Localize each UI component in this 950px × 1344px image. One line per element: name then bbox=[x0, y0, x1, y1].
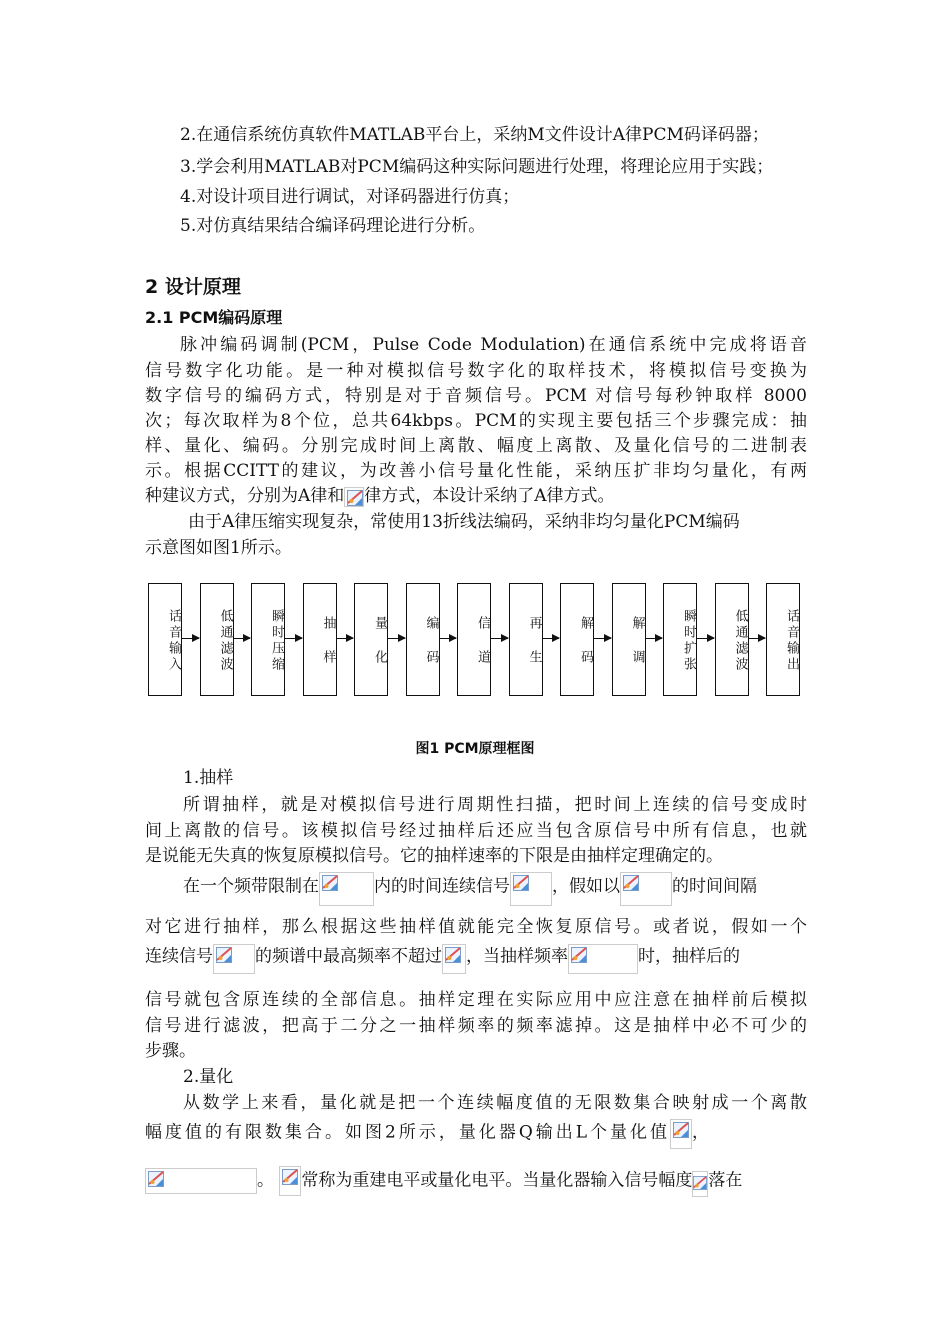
text-run: 律方式，本设计采纳了A律方式。 bbox=[364, 486, 615, 506]
broken-image-icon bbox=[344, 487, 364, 507]
diagram-arrow bbox=[491, 638, 508, 639]
diagram-block-label: 低通滤波 bbox=[217, 609, 233, 673]
diagram-block-label: 抽 样 bbox=[320, 616, 336, 666]
paragraph-line: 次；每次取样为8个位，总共64kbps。PCM的实现主要包括三个步骤完成：抽 bbox=[145, 411, 807, 431]
diagram-arrow bbox=[285, 638, 302, 639]
diagram-block bbox=[200, 583, 234, 696]
diagram-block-label: 解 调 bbox=[629, 616, 645, 666]
diagram-block bbox=[251, 583, 285, 696]
paragraph-line bbox=[145, 1117, 807, 1149]
diagram-block bbox=[715, 583, 749, 696]
paragraph-line: 由于A律压缩实现复杂，常使用13折线法编码，采纳非均匀量化PCM编码 bbox=[188, 512, 740, 532]
diagram-block bbox=[663, 583, 697, 696]
diagram-block-label: 瞬时压缩 bbox=[269, 609, 284, 673]
text-run: 时，抽样后的 bbox=[638, 946, 740, 967]
pcm-block-diagram bbox=[148, 583, 808, 701]
text-run: 落在 bbox=[708, 1170, 743, 1191]
subheading: 2.量化 bbox=[183, 1067, 234, 1087]
formula-image-icon bbox=[319, 872, 374, 906]
diagram-block-label: 瞬时扩张 bbox=[681, 609, 696, 673]
figure-caption: 图1 PCM原理框图 bbox=[415, 741, 535, 757]
diagram-block-label: 低通滤波 bbox=[732, 609, 748, 673]
formula-image-icon bbox=[442, 944, 466, 974]
diagram-block bbox=[612, 583, 646, 696]
paragraph-line: 所谓抽样，就是对模拟信号进行周期性扫描，把时间上连续的信号变成时 bbox=[183, 795, 807, 815]
paragraph-line: 间上离散的信号。该模拟信号经过抽样后还应当包含原信号中所有信息，也就 bbox=[145, 821, 807, 841]
paragraph-line: 从数学上来看，量化就是把一个连续幅度值的无限数集合映射成一个离散 bbox=[183, 1093, 807, 1113]
text-run: 幅度值的有限数集合。如图2所示，量化器Q输出L个量化值 bbox=[145, 1122, 671, 1143]
paragraph-line: 信号就包含原连续的全部信息。抽样定理在实际应用中应注意在抽样前后模拟 bbox=[145, 990, 807, 1010]
diagram-arrow bbox=[543, 638, 560, 639]
diagram-block-label: 信 道 bbox=[475, 616, 490, 666]
diagram-block-label: 编 码 bbox=[423, 616, 439, 666]
formula-image-icon bbox=[145, 1168, 257, 1194]
diagram-block bbox=[509, 583, 543, 696]
formula-image-icon bbox=[279, 1166, 301, 1196]
subheading: 1.抽样 bbox=[183, 768, 234, 788]
diagram-arrow bbox=[440, 638, 457, 639]
diagram-arrow bbox=[234, 638, 251, 639]
list-item: 4.对设计项目进行调试，对译码器进行仿真； bbox=[180, 187, 520, 207]
diagram-block-label: 话音输入 bbox=[166, 609, 181, 673]
paragraph-line: 样、量化、编码。分别完成时间上离散、幅度上离散、及量化信号的二进制表 bbox=[145, 436, 807, 456]
formula-image-icon bbox=[213, 944, 255, 974]
paragraph-line: 是说能无失真的恢复原模拟信号。它的抽样速率的下限是由抽样定理确定的。 bbox=[145, 846, 723, 866]
diagram-arrow bbox=[337, 638, 354, 639]
diagram-arrow bbox=[646, 638, 663, 639]
diagram-block bbox=[406, 583, 440, 696]
text-run: 种建议方式，分别为A律和 bbox=[145, 486, 345, 506]
paragraph-line bbox=[145, 940, 807, 974]
paragraph-line: 示意图如图1所示。 bbox=[145, 538, 292, 558]
paragraph-line bbox=[145, 1165, 807, 1197]
paragraph-line: 信号进行滤波，把高于二分之一抽样频率的频率滤掉。这是抽样中必不可少的 bbox=[145, 1016, 807, 1036]
diagram-arrow bbox=[594, 638, 611, 639]
diagram-block bbox=[303, 583, 337, 696]
text-run: ， bbox=[692, 1122, 713, 1143]
diagram-block-label: 量 化 bbox=[372, 616, 387, 666]
list-item: 5.对仿真结果结合编译码理论进行分析。 bbox=[180, 216, 486, 236]
paragraph-line: 数字信号的编码方式，特别是对于音频信号。PCM 对信号每秒钟取样 8000 bbox=[145, 386, 807, 406]
text-run: 。 bbox=[257, 1170, 274, 1191]
diagram-arrow bbox=[388, 638, 405, 639]
diagram-block bbox=[766, 583, 800, 696]
diagram-arrow bbox=[749, 638, 766, 639]
paragraph-line: 脉冲编码调制(PCM，Pulse Code Modulation)在通信系统中完成将语音 bbox=[180, 335, 807, 355]
formula-image-icon bbox=[568, 944, 638, 974]
text-run: ，假如以 bbox=[552, 876, 620, 897]
section-title: 2 设计原理 bbox=[145, 276, 241, 298]
diagram-block-label: 再 生 bbox=[526, 616, 542, 666]
text-run: 在一个频带限制在 bbox=[183, 876, 319, 897]
paragraph-line bbox=[145, 483, 807, 510]
subsection-title: 2.1 PCM编码原理 bbox=[145, 308, 283, 327]
paragraph-line: 对它进行抽样，那么根据这些抽样值就能完全恢复原信号。或者说，假如一个 bbox=[145, 917, 807, 937]
diagram-arrow bbox=[697, 638, 714, 639]
formula-image-icon bbox=[620, 872, 672, 906]
diagram-block bbox=[560, 583, 594, 696]
text-run: 的频谱中最高频率不超过 bbox=[255, 946, 442, 967]
diagram-block bbox=[457, 583, 491, 696]
diagram-block-label: 话音输出 bbox=[784, 609, 799, 673]
paragraph-line: 步骤。 bbox=[145, 1041, 196, 1061]
formula-image-icon bbox=[670, 1119, 692, 1149]
text-run: 常称为重建电平或量化电平。当量化器输入信号幅度 bbox=[301, 1170, 693, 1191]
list-item: 2.在通信系统仿真软件MATLAB平台上，采纳M文件设计A律PCM码译码器； bbox=[180, 125, 769, 145]
paragraph-line bbox=[183, 868, 845, 906]
diagram-block-label: 解 码 bbox=[578, 616, 593, 666]
text-run: 内的时间连续信号 bbox=[374, 876, 510, 897]
paragraph-line: 示。根据CCITT的建议，为改善小信号量化性能，采纳压扩非均匀量化，有两 bbox=[145, 461, 807, 481]
formula-image-icon bbox=[692, 1171, 708, 1197]
paragraph-line: 信号数字化功能。是一种对模拟信号数字化的取样技术，将模拟信号变换为 bbox=[145, 361, 807, 381]
text-run: 连续信号 bbox=[145, 946, 213, 967]
diagram-block bbox=[148, 583, 182, 696]
text-run: ，当抽样频率 bbox=[466, 946, 568, 967]
formula-image-icon bbox=[510, 872, 552, 906]
text-run: 的时间间隔 bbox=[672, 876, 757, 897]
list-item: 3.学会利用MATLAB对PCM编码这种实际问题进行处理，将理论应用于实践； bbox=[180, 157, 774, 177]
diagram-arrow bbox=[182, 638, 199, 639]
diagram-block bbox=[354, 583, 388, 696]
